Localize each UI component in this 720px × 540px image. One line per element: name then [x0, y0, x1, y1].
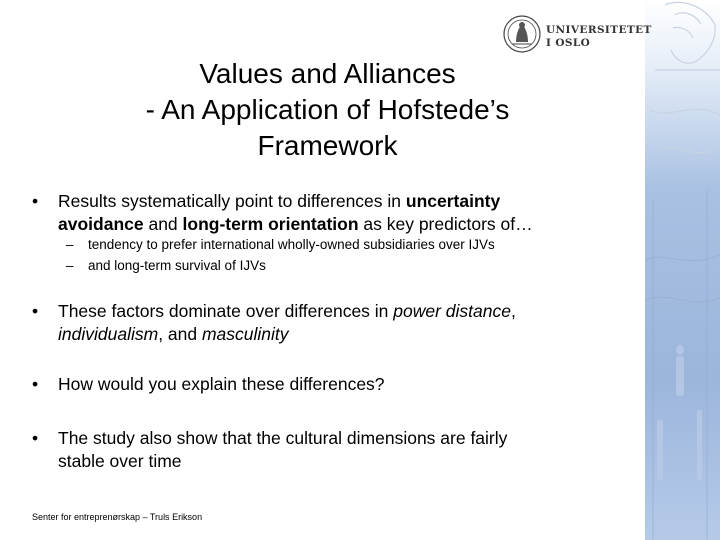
bullet-text: [32, 373, 612, 396]
title-line-3: Framework: [257, 130, 398, 161]
title-line-1: Values and Alliances: [199, 58, 456, 89]
bullet-line: stable over time: [58, 451, 182, 471]
bullet-line: [58, 190, 612, 213]
bullet-text-segment: ,: [511, 301, 516, 321]
logo-text-line2: I OSLO: [546, 37, 591, 49]
bullet-item: [32, 190, 612, 236]
bullet-text: [32, 190, 612, 236]
bullet-marker: •: [32, 428, 39, 448]
sub-bullet-item: [66, 257, 266, 275]
bullet-marker: •: [32, 191, 39, 211]
bullet-marker: •: [32, 374, 39, 394]
decorative-side-band: [645, 0, 720, 540]
bullet-italic: individualism: [58, 324, 159, 344]
bullet-text-segment: and: [143, 214, 183, 234]
title-line-2: - An Application of Hofstede’s: [145, 94, 510, 125]
bullet-line: [58, 323, 612, 346]
sub-bullet-text: and long-term survival of IJVs: [88, 258, 266, 273]
sub-bullet-marker: –: [66, 237, 74, 252]
bullet-line: [58, 300, 612, 323]
bullet-line: How would you explain these differences?: [58, 374, 385, 394]
bullet-text-segment: , and: [158, 324, 202, 344]
university-logo: [502, 12, 652, 56]
logo-text-line1: UNIVERSITETET: [546, 24, 652, 36]
bullet-item: [32, 373, 612, 396]
bullet-emphasis: uncertainty: [405, 191, 501, 211]
slide-footer: Senter for entreprenørskap – Truls Erikson: [32, 512, 203, 522]
sub-bullet-marker: –: [66, 258, 74, 273]
bullet-text: [32, 427, 612, 473]
statue-pattern-graphic: [645, 0, 720, 540]
bullet-line: [58, 213, 612, 236]
bullet-item: [32, 427, 612, 473]
bullet-italic: power distance: [393, 301, 511, 321]
bullet-emphasis: avoidance: [58, 214, 144, 234]
bullet-item: [32, 300, 612, 346]
bullet-text: [32, 300, 612, 346]
sub-bullet-text: tendency to prefer international wholly-owned subsidiaries over IJVs: [88, 237, 495, 252]
slide-title: [60, 56, 595, 164]
university-seal-icon: [502, 12, 542, 56]
sub-bullet-item: [66, 236, 495, 254]
bullet-text-segment: Results systematically point to differences in: [58, 191, 406, 211]
bullet-emphasis: long-term orientation: [182, 214, 359, 234]
bullet-text-segment: as key predictors of…: [358, 214, 533, 234]
bullet-italic: masculinity: [201, 324, 289, 344]
bullet-text-segment: These factors dominate over differences in: [58, 301, 394, 321]
bullet-marker: •: [32, 301, 39, 321]
bullet-line: The study also show that the cultural dimensions are fairly: [58, 428, 508, 448]
